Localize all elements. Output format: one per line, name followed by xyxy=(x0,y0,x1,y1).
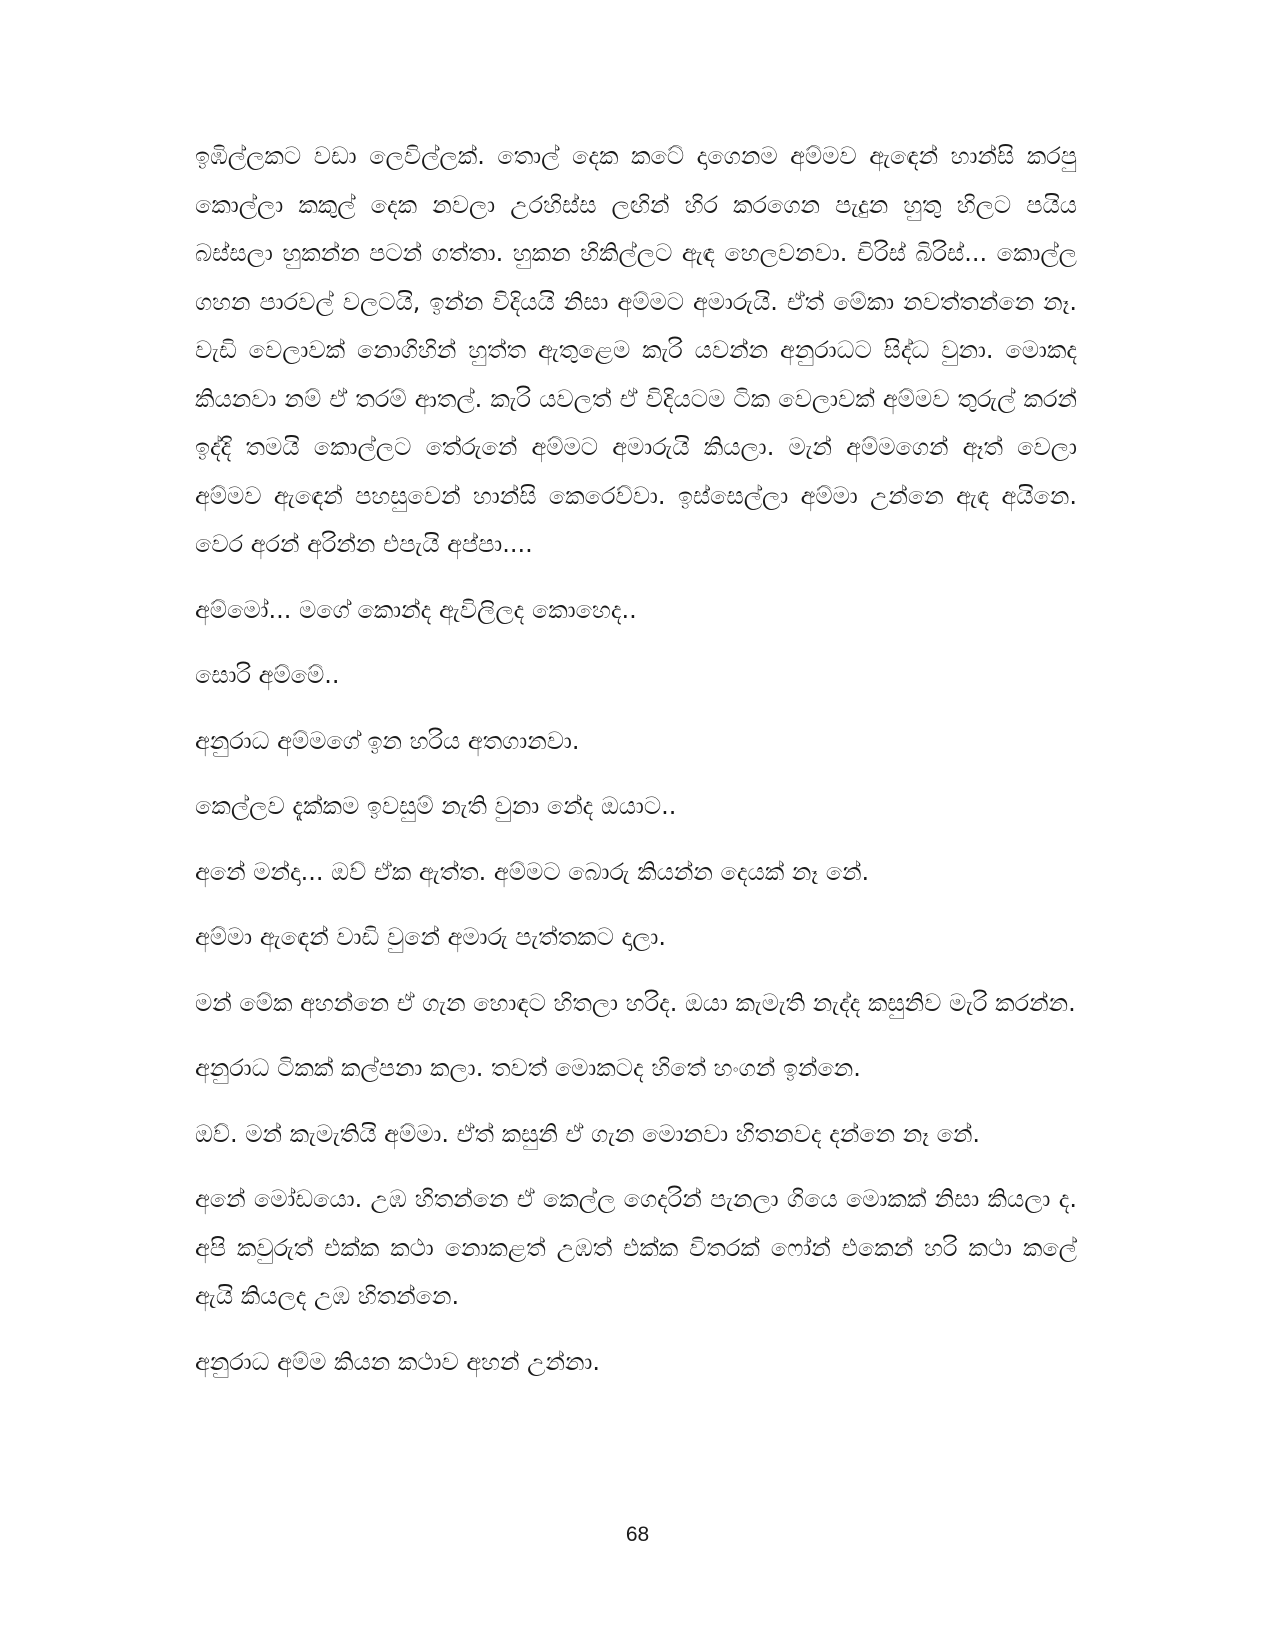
paragraph-11: අනේ මෝඩයො. උඹ හිතන්නෙ ඒ කෙල්ල ගෙදරින් පැනලා ගියෙ මොකක් නිසා කියලා ද. අපි කවුරුත් එක්ක කථා නොකළත් උඹත් එක්ක විතරක් ෆෝන් එකෙන් හරි කථා කලේ ඇයි කියලද උඹ හිතන්නෙ. xyxy=(195,1185,1077,1310)
paragraph-6: අනේ මන්දා... ඔව් ඒක ඇත්ත. අම්මට බොරු කියන්න දෙයක් නෑ නේ. xyxy=(195,857,870,886)
page-number: 68 xyxy=(625,1523,650,1546)
paragraph-9: අනුරාධ ටිකක් කල්පනා කලා. තවත් මොකටද හිතේ හංගන් ඉන්නෙ. xyxy=(195,1054,861,1082)
paragraph-4: අනුරාධ අම්මගේ ඉන හරිය අතගානවා. xyxy=(195,726,580,755)
paragraph-8: මන් මේක අහන්නෙ ඒ ගැන හොඳට හිතලා හරිද. ඔයා කැමැති නැද්ද කසුනිව මැරි කරන්න. xyxy=(195,988,1076,1017)
paragraph-1: ඉඹිල්ලකට වඩා ලෙවිල්ලක්. තොල් දෙක කටේ දාගෙනම අම්මව ඇඳෙන් හාන්සි කරපු කොල්ලා කකුල් දෙක නවලා උරහිස්ස ලඟින් හිර කරගෙන පැදුන හුතු හිලට පයිය බස්සලා හුකන්න පටන් ගත්තා. හුකන හිකිල්ලට ඇඳ හෙලවනවා. චිරිස් බිරිස්... කොල්ල ගහන පාරවල් වලටයි, ඉන්න විදියයි නිසා අම්මට අමාරුයි. ඒත් මේකා නවත්තන්නෙ නෑ. වැඩි වෙලාවක් නොගිහින් හුත්ත ඇතුළෙම කැරි යවන්න අනුරාධට සිද්ධ වුනා. මොකද කියනවා නම් ඒ තරම් ආතල්. කැරි යවලත් ඒ විදියටම ටික වෙලාවක් අම්මව තුරුල් කරන් ඉද්දි තමයි කොල්ලට තේරුනේ අම්මට අමාරුයි කියලා. මැන් අම්මගෙන් ඈත් වෙලා අම්මව ඇඳෙන් පහසුවෙන් හාන්සි කෙරෙව්වා. ඉස්සෙල්ලා අම්මා උන්නෙ ඇඳ අයිනෙ. වෙර අරන් අරින්න එපැයි අප්පා.... xyxy=(195,142,1077,558)
paragraph-3: සොරි අම්මේ.. xyxy=(195,661,340,689)
paragraph-10: ඔව්. මන් කැමැතියි අම්මා. ඒත් කසුනි ඒ ගැන මොනවා හිතනවද දන්නෙ නෑ නේ. xyxy=(195,1119,981,1148)
paragraph-12: අනුරාධ අම්ම කියන කථාව අහන් උන්නා. xyxy=(195,1347,600,1376)
paragraph-2: අම්මෝ... මගේ කොන්ද ඇවිලිලද කොහෙද.. xyxy=(195,595,637,624)
paragraph-5: කෙල්ලව දැක්කම ඉවසුම් නැති වුනා නේද ඔයාට.. xyxy=(195,792,677,820)
body-text xyxy=(195,132,1077,1403)
paragraph-7: අම්මා ඇඳෙන් වාඩි වුනේ අමාරු පැත්තකට දාලා. xyxy=(195,923,667,951)
